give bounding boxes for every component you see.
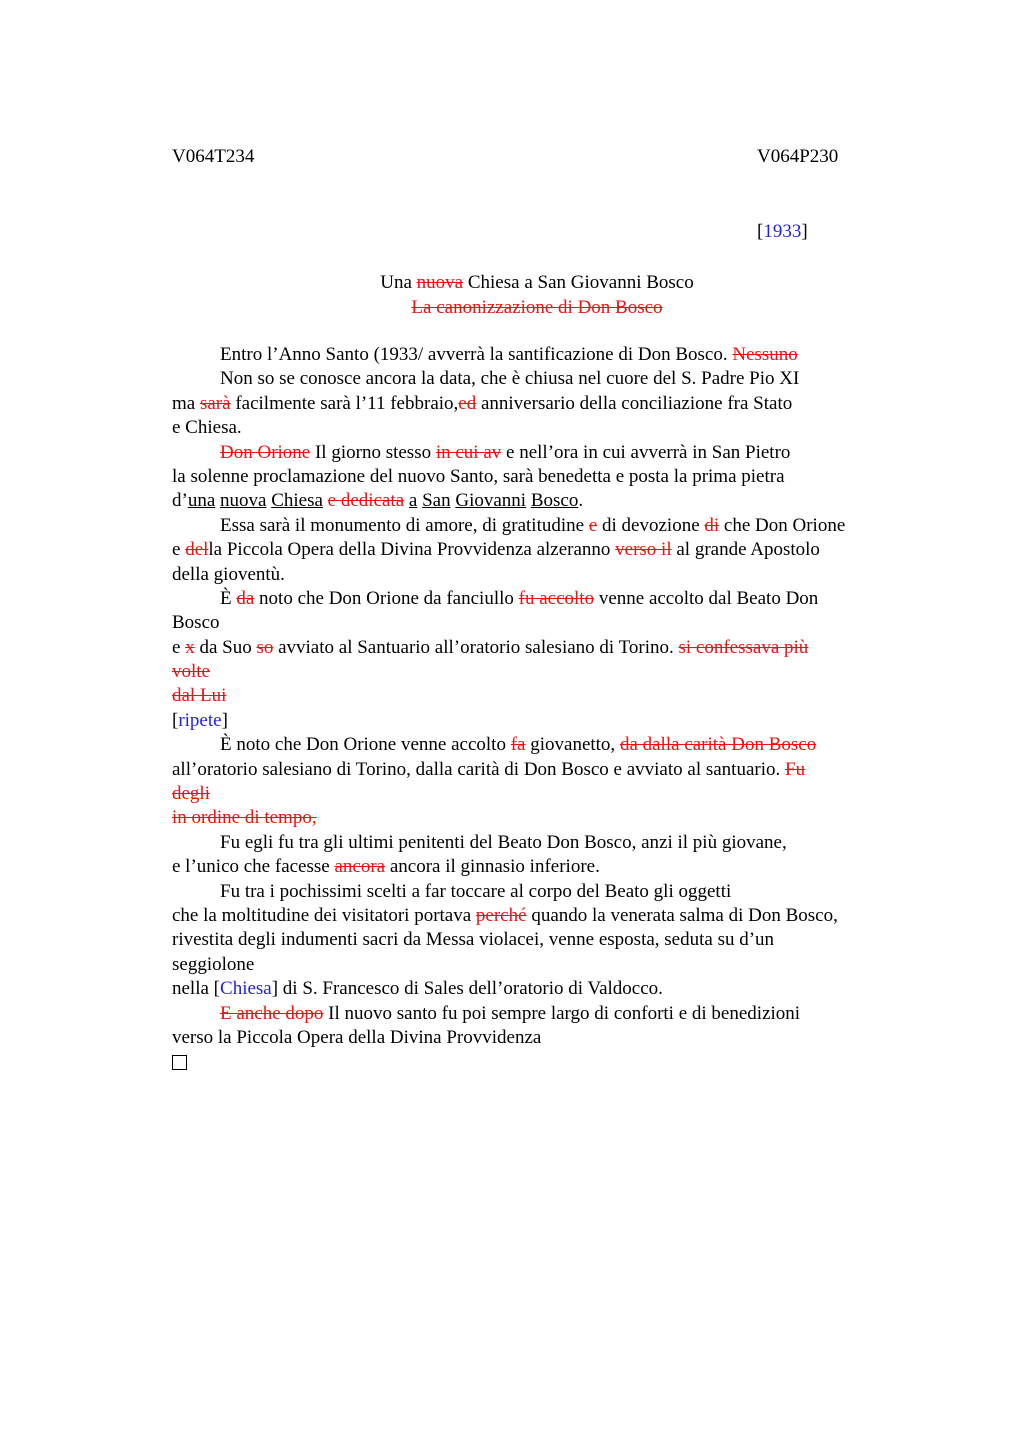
deleted-text: da [236,587,255,609]
deleted-text: si confessava più [678,636,809,658]
editorial-note: [ripete] [172,709,228,731]
underlined-text: nuova [220,490,267,512]
document-code-left: V064T234 [172,146,255,167]
year-value: 1933 [763,221,802,242]
deleted-text: E anche dopo [220,1002,324,1024]
text-line: e l’unico che facesse ancora ancora il ginnasio inferiore. [172,856,600,878]
deleted-text: volte [172,661,210,683]
deleted-title: La canonizzazione di Don Bosco [411,297,663,318]
text-line [172,660,907,684]
text-line [172,684,907,708]
text-line: e x da Suo so avviato al Santuario all’oratorio salesiano di Torino. si confessava più [172,636,809,658]
text-line: Essa sarà il monumento di amore, di gratitudine e di devozione di che Don Orione [220,514,846,536]
year-annotation: [1933] [757,221,808,242]
deleted-text: ancora [334,856,386,878]
deleted-text: x [185,636,195,658]
text-line: Don Orione Il giorno stesso in cui av e nell’ora in cui avverrà in San Pietro [220,441,791,463]
deleted-text: Don Orione [220,441,311,463]
text-line: È da noto che Don Orione da fanciullo fu accolto venne accolto dal Beato Don [220,587,819,609]
deleted-text: in cui av [435,441,502,463]
editorial-word: Chiesa [220,978,272,1000]
document-code-right: V064P230 [757,146,839,167]
text-line: Non so se conosce ancora la data, che è chiusa nel cuore del S. Padre Pio XI [220,368,800,390]
underlined-text: Chiesa [271,490,323,512]
text-line: Fu tra i pochissimi scelti a far toccare al corpo del Beato gli oggetti [220,880,732,902]
text-line: nella [Chiesa] di S. Francesco di Sales dell’oratorio di Valdocco. [172,978,663,1000]
text-line: che la moltitudine dei visitatori portava perché quando la venerata salma di Don Bosco, [172,904,838,926]
deleted-text: so [256,636,274,658]
deleted-text: degli [172,783,210,805]
text-line: È noto che Don Orione venne accolto fa giovanetto, da dalla carità Don Bosco [220,734,817,756]
text-line: verso la Piccola Opera della Divina Provvidenza [172,1026,542,1048]
underlined-text: a [408,490,418,512]
deleted-text: verso il [615,539,672,561]
deleted-text: da dalla carità Don Bosco [619,734,817,756]
deleted-text: fu accolto [518,587,595,609]
text-line: d’una nuova Chiesa e dedicata a San Giovanni Bosco. [172,490,584,512]
underlined-text: una [187,490,216,512]
document-body [172,343,907,1075]
document-title [172,270,902,320]
text-line: seggiolone [172,953,255,975]
deleted-text: sarà [199,392,231,414]
text-line: rivestita degli indumenti sacri da Messa violacei, venne esposta, seduta su d’un [172,929,775,951]
text-line: Bosco [172,612,220,634]
text-line [172,806,907,830]
deleted-text: Fu [785,758,806,780]
text-line: della gioventù. [172,563,285,585]
empty-square-icon [172,1055,187,1070]
text-line: all’oratorio salesiano di Torino, dalla carità di Don Bosco e avviato al santuario. Fu [172,758,806,780]
deleted-text: di [704,514,720,536]
deleted-text: Nessuno [732,344,798,365]
deleted-text: dal Lui [172,685,227,707]
title-line-1: Una nuova Chiesa a San Giovanni Bosco [380,272,694,293]
text-line: Entro l’Anno Santo (1933/ avverrà la santificazione di Don Bosco. Nessuno [220,344,798,365]
deleted-text: in ordine di tempo, [172,807,317,829]
deleted-text: del [185,539,209,561]
text-line: Fu egli fu tra gli ultimi penitenti del Beato Don Bosco, anzi il più giovane, [220,831,787,853]
text-line: e della Piccola Opera della Divina Provvidenza alzeranno verso il al grande Apostolo [172,539,820,561]
deleted-text: ed [458,392,477,414]
underlined-text: Giovanni [455,490,527,512]
text-line: E anche dopo Il nuovo santo fu poi sempre largo di conforti e di benedizioni [220,1002,801,1024]
end-marker [172,1050,907,1074]
deleted-text: e dedicata [327,490,405,512]
underlined-text: San [422,490,451,512]
deleted-text: e [588,514,598,536]
text-line: e Chiesa. [172,417,242,439]
underlined-text: Bosco [530,490,579,512]
deleted-text: fa [510,734,526,756]
deleted-text: nuova [416,272,464,293]
text-line: ma sarà facilmente sarà l’11 febbraio,ed anniversario della conciliazione fra Stato [172,392,793,414]
editorial-word: ripete [178,709,222,731]
text-line: la solenne proclamazione del nuovo Santo, sarà benedetta e posta la prima pietra [172,465,785,487]
text-line [172,782,907,806]
deleted-text: perché [475,904,527,926]
title-line-2 [172,295,902,320]
